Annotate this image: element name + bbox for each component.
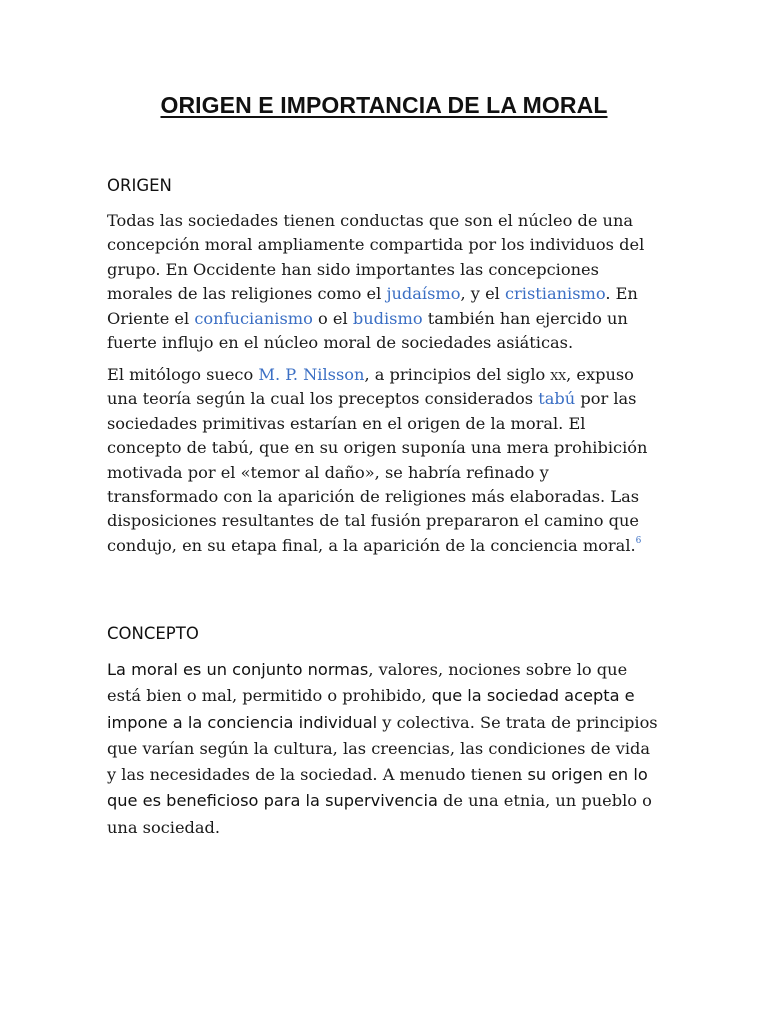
text-span: por las sociedades primitivas estarían en el origen de la moral. El concepto de tabú, que en su origen suponía una mera prohibición motivada por el «temor al daño», se habría refinado y transformado con la aparición de religiones más elaboradas. Las disposiciones resultantes de tal fusión prepararon el camino que condujo, en su etapa final, a la aparición de la conciencia moral.	[107, 389, 648, 555]
paragraph-origen-2	[107, 363, 662, 558]
section-heading-origen: ORIGEN	[107, 176, 172, 195]
link-judaismo[interactable]: judaísmo	[386, 284, 461, 304]
link-tabu[interactable]: tabú	[538, 389, 576, 409]
text-span: , a principios del siglo	[364, 365, 551, 384]
bold-span: que la sociedad acepta e impone a la conciencia individual	[107, 686, 635, 732]
bold-span: su origen en lo que es beneficioso para la supervivencia	[107, 765, 648, 811]
text-span: , valores, nociones sobre lo que está bien o mal, permitido o prohibido,	[107, 660, 628, 706]
text-span: y colectiva. Se trata de principios que varían según la cultura, las creencias, las condiciones de vida y las necesidades de la sociedad. A menudo tienen	[107, 712, 658, 785]
text-span: . En Oriente el	[107, 284, 638, 328]
text-span: Todas las sociedades tienen conductas que son el núcleo de una concepción moral ampliamente compartida por los individuos del grupo. En Occidente han sido importantes las concepciones morales de las religiones como el	[107, 211, 645, 304]
link-confucianismo[interactable]: confucianismo	[194, 308, 313, 328]
section-heading-concepto: CONCEPTO	[107, 624, 199, 643]
paragraph-concepto	[107, 657, 662, 841]
century-numeral: xx	[550, 366, 567, 384]
footnote-ref[interactable]: 6	[635, 535, 642, 546]
text-span: , y el	[460, 284, 505, 304]
paragraph-origen-1	[107, 209, 662, 355]
text-span: , expuso una teoría según la cual los preceptos considerados	[107, 365, 634, 409]
link-budismo[interactable]: budismo	[352, 308, 423, 328]
link-nilsson[interactable]: M. P. Nilsson	[258, 365, 365, 384]
text-span: o el	[312, 308, 353, 328]
link-cristianismo[interactable]: cristianismo	[504, 284, 606, 304]
document-title: ORIGEN E IMPORTANCIA DE LA MORAL	[160, 92, 608, 118]
text-span: también han ejercido un fuerte influjo en el núcleo moral de sociedades asiáticas.	[107, 308, 628, 353]
text-span: de una etnia, un pueblo o una sociedad.	[107, 791, 652, 837]
text-span: El mitólogo sueco	[107, 365, 259, 384]
bold-span: La moral es un conjunto normas	[107, 660, 369, 679]
